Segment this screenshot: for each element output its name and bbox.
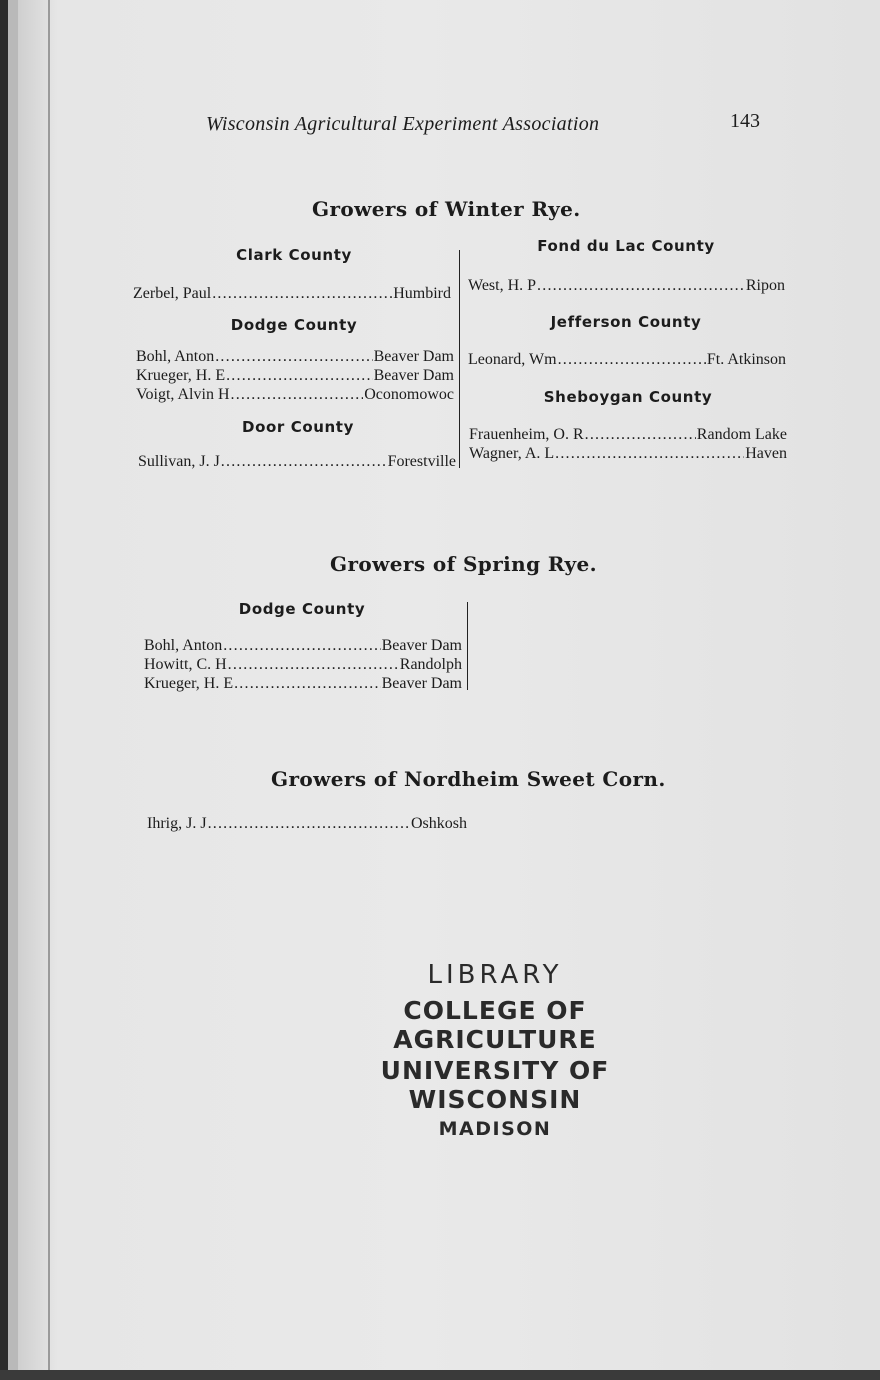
grower-name: Sullivan, J. J xyxy=(138,453,220,470)
page-margin-line xyxy=(48,0,50,1380)
list-item xyxy=(136,385,454,404)
grower-place: Beaver Dam xyxy=(373,367,454,384)
list-item xyxy=(136,347,454,366)
grower-name: Howitt, C. H xyxy=(144,656,227,673)
grower-name: West, H. P xyxy=(468,277,537,294)
dot-leader xyxy=(537,276,745,295)
grower-place: Oconomowoc xyxy=(364,386,454,403)
list-item xyxy=(144,674,462,693)
running-head: Wisconsin Agricultural Experiment Association xyxy=(206,113,600,135)
grower-place: Random Lake xyxy=(696,426,787,443)
county-heading-fond-du-lac: Fond du Lac County xyxy=(537,237,715,255)
list-item xyxy=(138,452,456,471)
county-heading-door: Door County xyxy=(242,418,354,436)
grower-name: Voigt, Alvin H xyxy=(136,386,230,403)
county-heading-clark: Clark County xyxy=(236,246,352,264)
dot-leader xyxy=(234,674,380,693)
grower-place: Randolph xyxy=(399,656,462,673)
list-item xyxy=(468,350,786,369)
dot-leader xyxy=(226,366,372,385)
grower-place: Ft. Atkinson xyxy=(706,351,786,368)
list-item xyxy=(144,636,462,655)
grower-place: Ripon xyxy=(745,277,785,294)
binding-gutter xyxy=(8,0,18,1380)
grower-place: Beaver Dam xyxy=(381,675,462,692)
binding-spine xyxy=(0,0,8,1380)
grower-name: Krueger, H. E xyxy=(136,367,226,384)
grower-name: Wagner, A. L xyxy=(469,445,555,462)
dot-leader xyxy=(231,385,364,404)
grower-name: Krueger, H. E xyxy=(144,675,234,692)
stamp-library: LIBRARY xyxy=(427,960,563,990)
page-bottom-edge xyxy=(0,1370,880,1380)
stamp-college: COLLEGE OF AGRICULTURE xyxy=(393,996,597,1054)
list-item xyxy=(133,284,451,303)
dot-leader xyxy=(555,444,744,463)
column-divider xyxy=(459,250,460,468)
dot-leader xyxy=(223,636,380,655)
grower-place: Beaver Dam xyxy=(373,348,454,365)
county-heading-dodge-spring: Dodge County xyxy=(238,600,366,618)
county-heading-sheboygan: Sheboygan County xyxy=(543,388,713,406)
list-item xyxy=(144,655,462,674)
county-heading-dodge: Dodge County xyxy=(230,316,358,334)
list-item xyxy=(469,425,787,444)
grower-name: Bohl, Anton xyxy=(136,348,215,365)
list-item xyxy=(147,814,467,833)
dot-leader xyxy=(215,347,372,366)
stamp-madison: MADISON xyxy=(438,1118,552,1140)
grower-place: Forestville xyxy=(387,453,456,470)
grower-name: Frauenheim, O. R xyxy=(469,426,584,443)
grower-name: Ihrig, J. J xyxy=(147,815,207,832)
grower-place: Beaver Dam xyxy=(381,637,462,654)
list-item xyxy=(469,444,787,463)
library-stamp xyxy=(300,960,690,1140)
page-number: 143 xyxy=(730,110,760,132)
grower-name: Bohl, Anton xyxy=(144,637,223,654)
list-item xyxy=(468,276,785,295)
grower-place: Haven xyxy=(745,445,787,462)
dot-leader xyxy=(221,452,387,471)
stamp-university: UNIVERSITY OF WISCONSIN xyxy=(380,1056,610,1114)
section-title-sweet-corn: Growers of Nordheim Sweet Corn. xyxy=(271,767,666,791)
dot-leader xyxy=(558,350,706,369)
grower-name: Leonard, Wm xyxy=(468,351,557,368)
section-title-spring-rye: Growers of Spring Rye. xyxy=(330,552,597,576)
county-heading-jefferson: Jefferson County xyxy=(550,313,702,331)
list-item xyxy=(136,366,454,385)
section-title-winter-rye: Growers of Winter Rye. xyxy=(312,197,581,221)
dot-leader xyxy=(208,814,410,833)
column-divider xyxy=(467,602,468,690)
grower-name: Zerbel, Paul xyxy=(133,285,212,302)
dot-leader xyxy=(228,655,399,674)
grower-place: Oshkosh xyxy=(410,815,467,832)
dot-leader xyxy=(585,425,696,444)
dot-leader xyxy=(212,284,392,303)
grower-place: Humbird xyxy=(393,285,451,302)
